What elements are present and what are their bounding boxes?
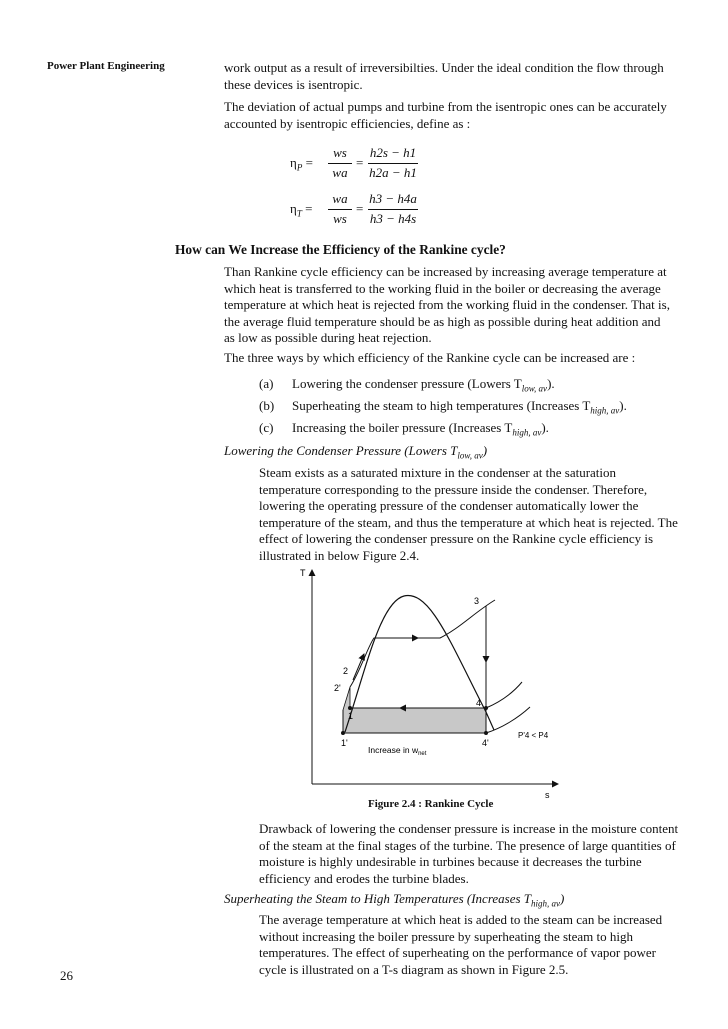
subsection-heading-superheating: Superheating the Steam to High Temperatures (Increases $T_{high, av}$) <box>224 891 565 909</box>
eq-pump-den2: h2a − h1 <box>369 165 417 180</box>
list-item-c: Increasing the boiler pressure (Increases $T_{high, av}$). <box>292 420 549 438</box>
state-2-label: 2 <box>343 666 349 676</box>
pressure-comparison-label: P'4 < P4 <box>518 731 549 740</box>
eq-pump-den1: wa <box>332 165 348 180</box>
t-axis-label: T <box>300 568 306 578</box>
boiler-pressure-line <box>350 600 495 687</box>
eq-turbine-lhs: $\eta_T$ = <box>290 201 313 219</box>
rankine-ts-diagram <box>290 562 570 798</box>
page-number: 26 <box>60 968 73 983</box>
state-4-prime-label: 4' <box>482 738 489 748</box>
list-marker-a: (a) <box>259 376 274 391</box>
intro-paragraph-2: The deviation of actual pumps and turbine from the isentropic ones can be accurately accounted by isentropic efficiencies, define as : <box>224 99 667 131</box>
superheating-paragraph: The average temperature at which heat is added to the steam can be increased without increasing the boiler pressure by superheating the steam to high temperatures. The effect of superheating on the performance of vapor power cycle is illustrated on a T-s diagram as shown in Figure 2.5. <box>259 912 663 977</box>
list-item-a: Lowering the condenser pressure (Lowers $T_{low, av}$). <box>292 376 555 394</box>
state-3-label: 3 <box>474 596 480 606</box>
eq-turbine-den1: ws <box>333 211 347 226</box>
pump-efficiency-equation: $\eta_P$ = ws wa = h2s − h1 h2a − h1 <box>290 145 417 180</box>
eq-turbine-den2: h3 − h4s <box>369 211 417 226</box>
list-item-b: Superheating the steam to high temperatures (Increases $T_{high, av}$). <box>292 398 627 416</box>
subsection-heading-condenser: Lowering the Condenser Pressure (Lowers $T_{low, av}$) <box>224 443 488 461</box>
intro-paragraph-1: work output as a result of irreversibilties. Under the ideal condition the flow through these devices is isentropic. <box>224 60 664 92</box>
section-paragraph-2: The three ways by which efficiency of the Rankine cycle can be increased are : <box>224 350 636 365</box>
state-2-prime-label: 2' <box>334 683 341 693</box>
eq-turbine-num2: h3 − h4a <box>369 191 417 206</box>
eq-turbine-num1: wa <box>332 191 348 206</box>
turbine-efficiency-equation: $\eta_T$ = wa ws = h3 − h4a h3 − h4s <box>290 191 417 226</box>
list-marker-c: (c) <box>259 420 274 435</box>
state-1-label: 1 <box>348 711 354 721</box>
drawback-paragraph: Drawback of lowering the condenser pressure is increase in the moisture content of the steam at the final stages of the turbine. The presence of large quantities of moisture is highly undesirable in turbines because it decreases the turbine efficiency and erodes the turbine blades. <box>259 821 679 886</box>
running-header: Power Plant Engineering <box>47 60 165 72</box>
section-heading: How can We Increase the Efficiency of the Rankine cycle? <box>175 242 506 257</box>
list-marker-b: (b) <box>259 398 275 413</box>
section-paragraph-1: Than Rankine cycle efficiency can be increased by increasing average temperature at which heat is transferred to the working fluid in the boiler or decreasing the average temperature at which heat is rejected from the working fluid in the condenser. That is, the average fluid temperature should be as high as possible during heat addition and as low as possible during heat rejection. <box>224 264 670 345</box>
eq-pump-lhs: $\eta_P$ = <box>290 155 313 173</box>
net-work-increase-area <box>343 687 486 733</box>
state-4-label: 4 <box>476 698 482 708</box>
s-axis-label: s <box>545 790 550 798</box>
net-work-increase-label: Increase in $w_{net}$ <box>368 745 427 757</box>
eq-pump-num1: ws <box>333 145 347 160</box>
state-1-prime-label: 1' <box>341 738 348 748</box>
eq-pump-num2: h2s − h1 <box>369 145 417 160</box>
condenser-paragraph: Steam exists as a saturated mixture in the condenser at the saturation temperature corresponding to the pressure inside the condenser. Therefore, lowering the operating pressure of the condenser automatically lower the temperature of the steam, and thus the temperature at which heat is rejected. The effect of lowering the condenser pressure on the Rankine cycle efficiency is illustrated in below Figure 2.4. <box>259 465 678 563</box>
figure-caption: Figure 2.4 : Rankine Cycle <box>368 798 494 810</box>
